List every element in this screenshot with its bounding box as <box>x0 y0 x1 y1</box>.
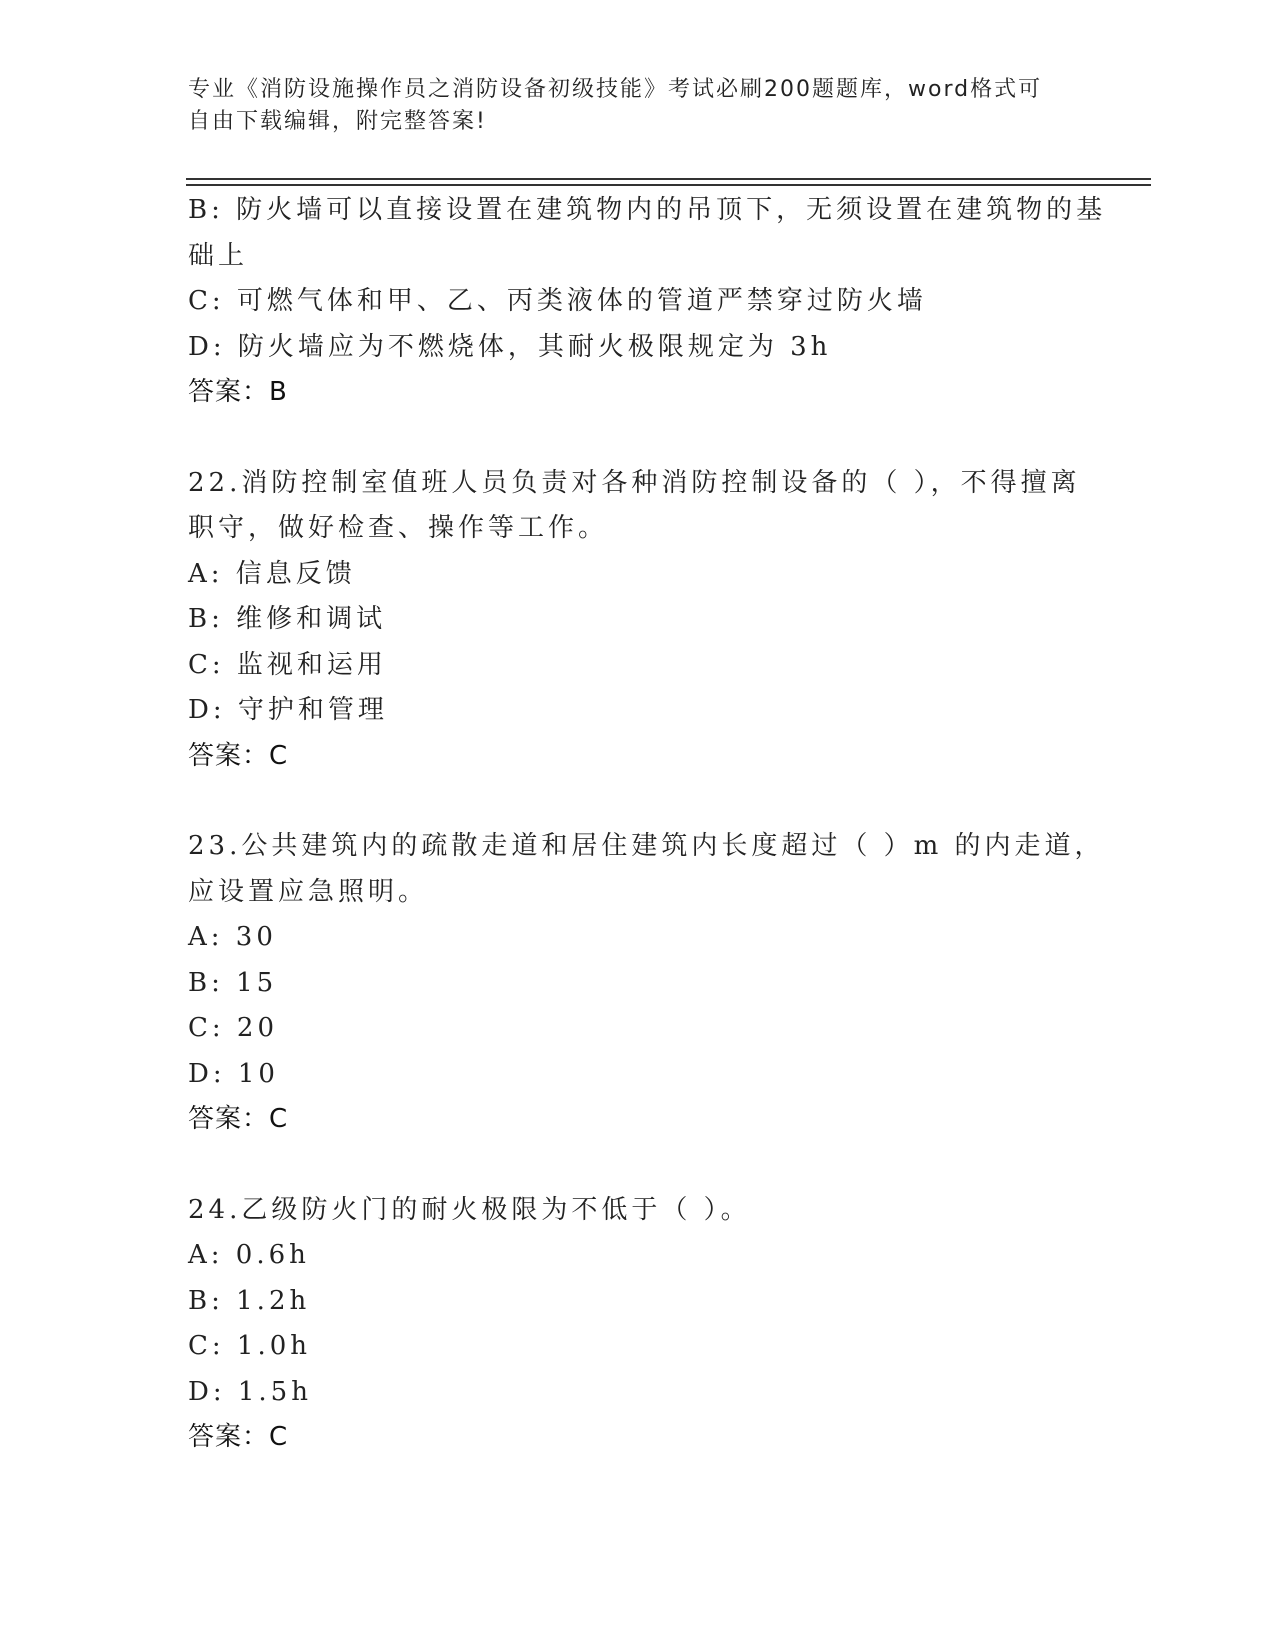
option-b: B: 1.2h <box>188 1285 311 1316</box>
question-23 <box>188 824 1105 1143</box>
question-stem: 23.公共建筑内的疏散走道和居住建筑内长度超过（ ）m 的内走道， <box>188 831 1105 861</box>
question-stem: 22.消防控制室值班人员负责对各种消防控制设备的（ ），不得擅离 <box>188 467 1081 498</box>
option-d: D: 10 <box>188 1058 279 1089</box>
question-stem: 24.乙级防火门的耐火极限为不低于（ ）。 <box>188 1194 751 1225</box>
answer-label: 答案：C <box>188 1104 289 1134</box>
option-a: A: 0.6h <box>188 1240 310 1270</box>
question-stem-continued: 职守，做好检查、操作等工作。 <box>188 513 609 543</box>
header-divider-bottom <box>186 184 1151 186</box>
option-c: C: 可燃气体和甲、乙、丙类液体的管道严禁穿过防火墙 <box>188 286 927 316</box>
header-divider-top <box>186 178 1151 180</box>
option-c: C: 1.0h <box>188 1331 312 1361</box>
question-stem-continued: 应设置应急照明。 <box>188 876 429 907</box>
option-c: C: 监视和运用 <box>188 649 387 680</box>
option-d: D: 防火墙应为不燃烧体，其耐火极限规定为 3h <box>188 331 832 362</box>
option-a: A: 信息反馈 <box>188 558 356 589</box>
header-line-1: 专业《消防设施操作员之消防设备初级技能》考试必刷200题题库，word格式可 <box>188 77 1043 102</box>
option-b: B: 防火墙可以直接设置在建筑物内的吊顶下，无须设置在建筑物的基 <box>188 195 1107 225</box>
option-b: B: 维修和调试 <box>188 604 387 634</box>
option-d: D: 守护和管理 <box>188 695 388 725</box>
option-b: B: 15 <box>188 967 278 998</box>
question-22 <box>188 461 1088 780</box>
answer-label: 答案：C <box>188 1422 289 1452</box>
option-b-continued: 础上 <box>188 240 249 271</box>
option-a: A: 30 <box>188 922 277 952</box>
question-list <box>188 188 1107 1461</box>
document-header <box>188 74 1068 138</box>
question-24 <box>188 1188 1088 1461</box>
question-partial <box>188 188 1107 416</box>
option-c: C: 20 <box>188 1013 279 1043</box>
answer-label: 答案：C <box>188 740 289 771</box>
answer-label: 答案：B <box>188 377 288 407</box>
option-d: D: 1.5h <box>188 1376 312 1407</box>
header-line-2: 自由下载编辑，附完整答案! <box>188 109 487 134</box>
